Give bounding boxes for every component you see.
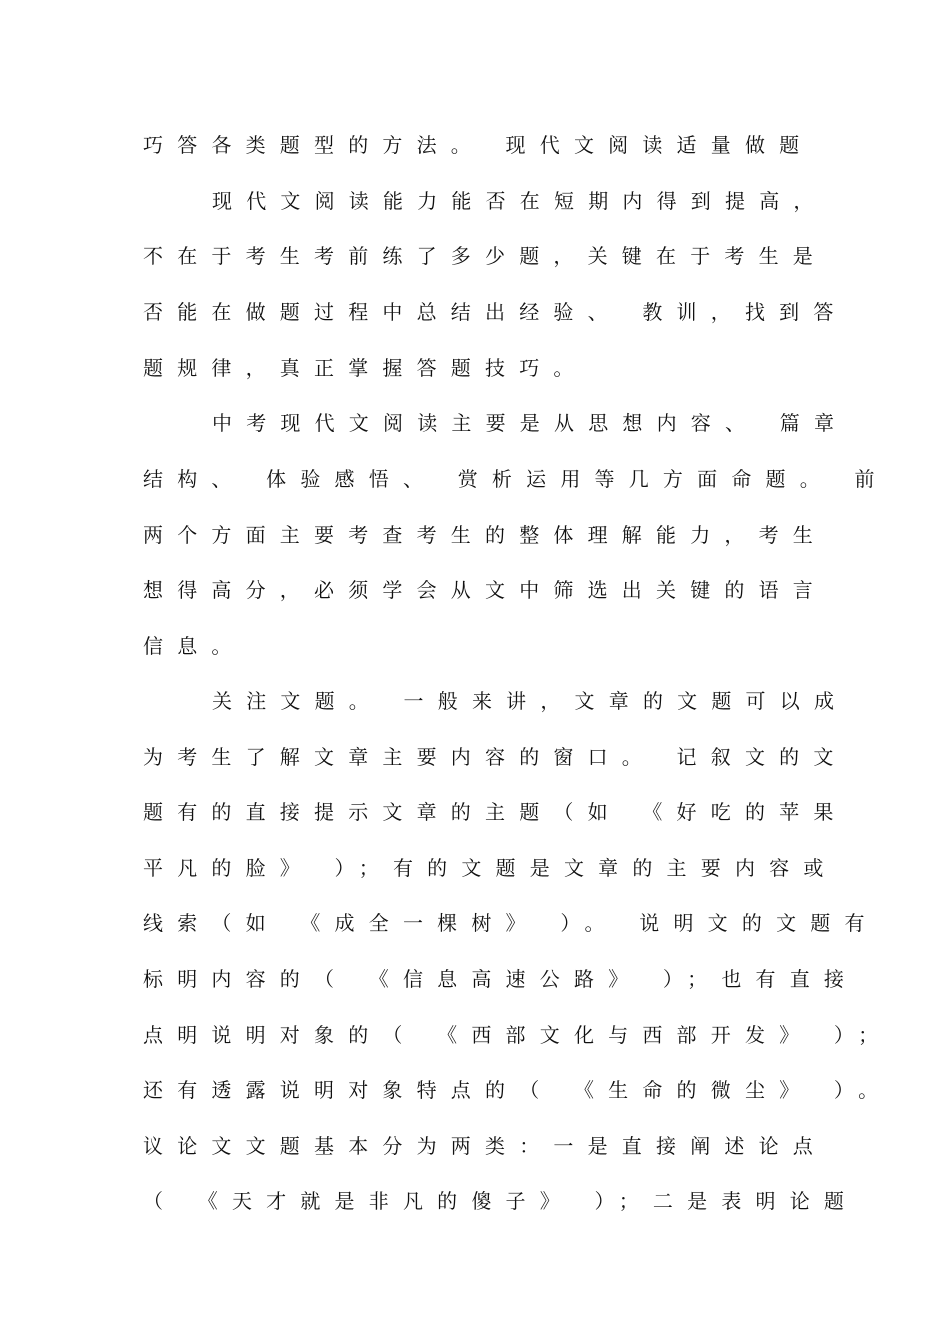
- text-line: 为考生了解文章主要内容的窗口。 记叙文的文: [143, 745, 848, 769]
- text-line: 信息。: [143, 634, 246, 658]
- text-line: 巧答各类题型的方法。 现代文阅读适量做题: [143, 133, 814, 157]
- text-line: （ 《天才就是非凡的傻子》 ）；二是表明论题: [143, 1189, 859, 1213]
- text-line: 平凡的脸》 ）；有的文题是文章的主要内容或: [143, 856, 838, 880]
- text-line: 结构、 体验感悟、 赏析运用等几方面命题。 前: [143, 467, 889, 491]
- text-line: 标明内容的（ 《信息高速公路》 ）；也有直接: [143, 967, 859, 991]
- text-line: 点明说明对象的（ 《西部文化与西部开发》 ）；: [143, 1023, 893, 1047]
- paragraph-start-line: 中考现代文阅读主要是从思想内容、 篇章: [212, 411, 849, 435]
- text-line: 还有透露说明对象特点的（ 《生命的微尘》 ）。: [143, 1078, 893, 1102]
- text-line: 议论文文题基本分为两类：一是直接阐述论点: [143, 1134, 827, 1158]
- text-line: 线索（如 《成全一棵树》 ）。 说明文的文题有: [143, 911, 879, 935]
- text-line: 不在于考生考前练了多少题，关键在于考生是: [143, 244, 827, 268]
- paragraph-start-line: 现代文阅读能力能否在短期内得到提高，: [212, 189, 828, 213]
- text-line: 想得高分，必须学会从文中筛选出关键的语言: [143, 578, 827, 602]
- text-line: 题有的直接提示文章的主题（如 《好吃的苹果: [143, 800, 848, 824]
- text-line: 两个方面主要考查考生的整体理解能力，考生: [143, 523, 827, 547]
- paragraph-start-line: 关注文题。 一般来讲，文章的文题可以成: [212, 689, 849, 713]
- text-line: 否能在做题过程中总结出经验、 教训，找到答: [143, 300, 848, 324]
- text-line: 题规律，真正掌握答题技巧。: [143, 356, 588, 380]
